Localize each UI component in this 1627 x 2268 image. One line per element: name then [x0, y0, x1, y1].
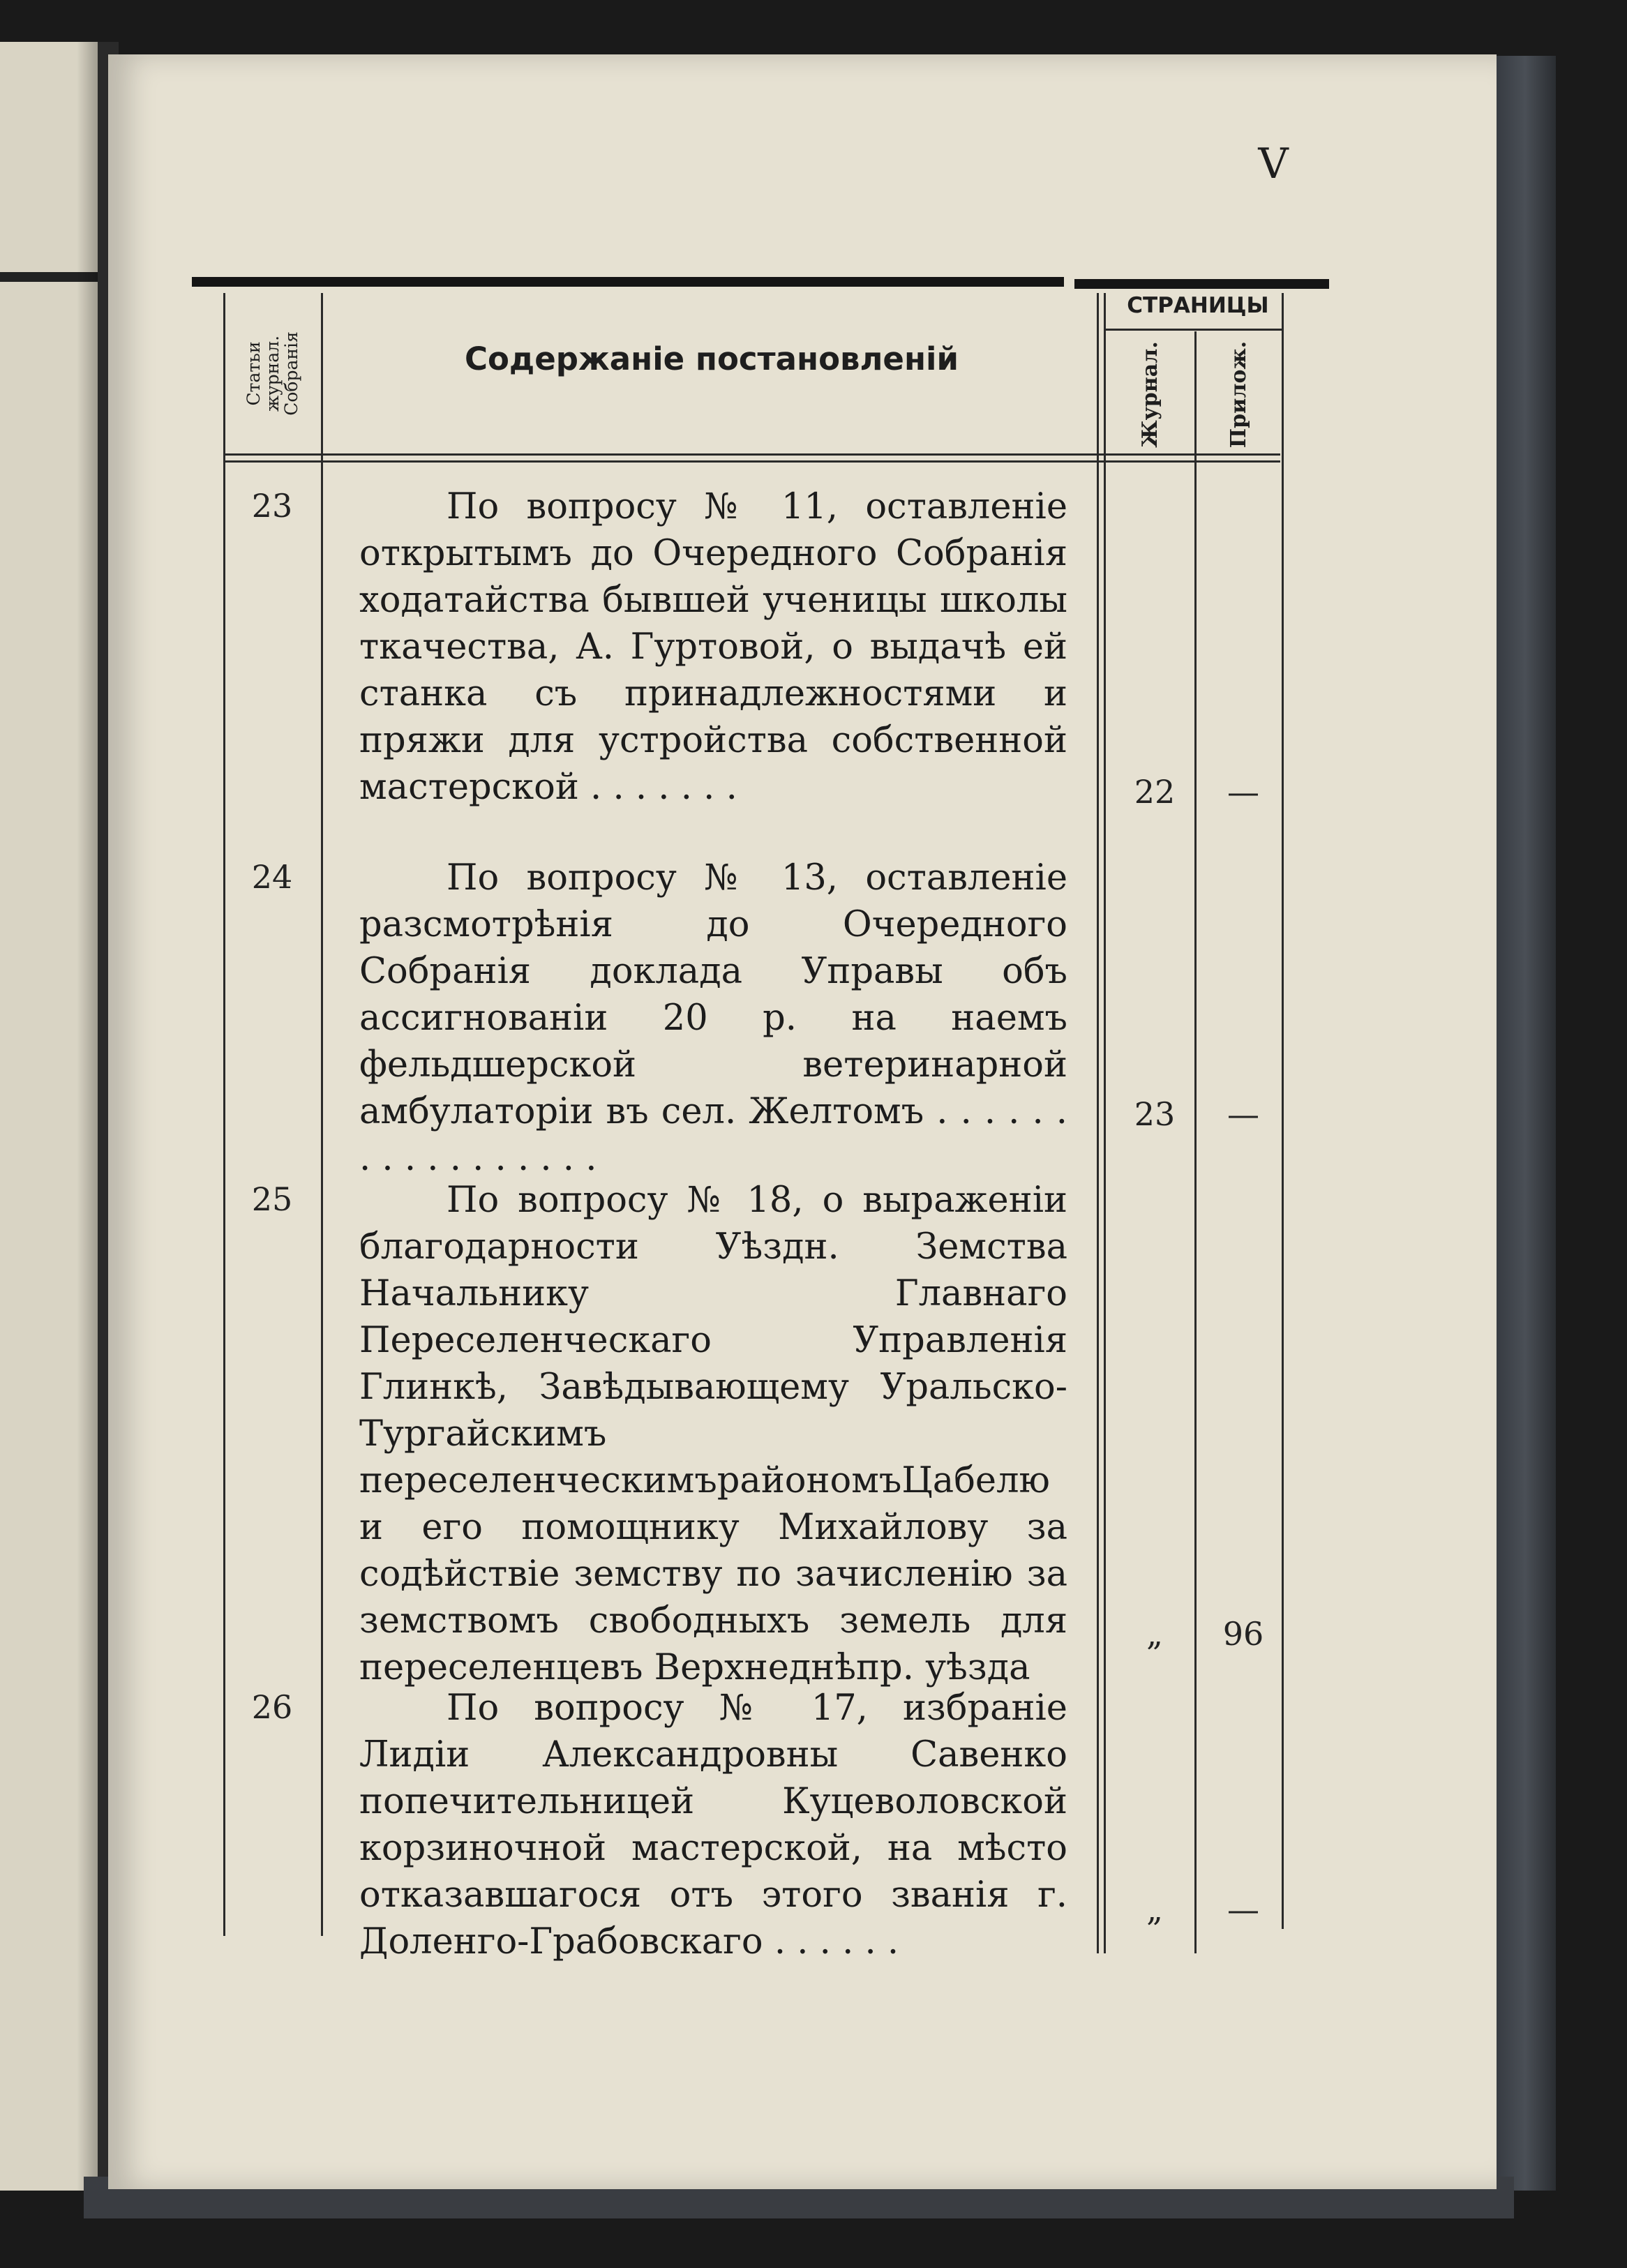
- row-number: 23: [251, 487, 293, 525]
- header-appendix-cell: [1197, 335, 1282, 453]
- header-contents-title: Содержаніе постановленій: [464, 340, 959, 377]
- row-journal-page: „: [1146, 1615, 1163, 1653]
- header-col1-line3: Собранія: [280, 331, 301, 416]
- col-rule-text-b: [1104, 293, 1106, 1953]
- header-bottom-rule-2: [223, 460, 1280, 463]
- row-text: По вопросу № 17, избраніе Лидіи Александровны Савенко попечительницей Куцеволовской корзиночной мастерской, на мѣсто отказавшагося отъ этого званія г. Доленго-Грабовскаго . . . . . .: [359, 1688, 1067, 1962]
- col-rule-journal: [1194, 331, 1197, 1953]
- row-text: По вопросу № 11, оставленіе открытымъ до Очередного Собранія ходатайства бывшей ученицы школы ткачества, А. Гуртовой, о выдачѣ ей станка съ принадлежностями и пряжи для устройства собственной мастерской . . . . . . .: [359, 486, 1067, 808]
- row-text: По вопросу № 13, оставленіе разсмотрѣнія до Очередного Собранія доклада Управы объ ассигнованіи 20 р. на наемъ фельдшерской ветеринарной амбулаторіи въ сел. Желтомъ . . . . . . . . . . . . . . . . .: [359, 857, 1067, 1179]
- row-journal-page: „: [1146, 1891, 1163, 1928]
- row-journal-page: 22: [1134, 773, 1176, 811]
- page-folio: V: [1258, 140, 1289, 188]
- col-rule-left: [223, 293, 225, 1936]
- row-number: 24: [251, 858, 293, 896]
- col-rule-num: [321, 293, 323, 1936]
- facing-page-edge: [0, 42, 105, 2191]
- header-col1-line2: журнал.: [262, 335, 283, 412]
- col-rule-text-a: [1097, 293, 1099, 1953]
- header-col1-line1: Статьи: [243, 341, 264, 405]
- row-text: По вопросу № 18, о выраженіи благодарности Уѣздн. Земства Начальнику Главнаго Переселенческаго Управленія Глинкѣ, Завѣдывающему Уральско-Тургайскимъ переселенческимърайономъЦабелю и его помощнику Михайлову за содѣйствіе земству по зачисленію за земствомъ свободныхъ земель для переселенцевъ Верхнеднѣпр. уѣзда: [359, 1180, 1067, 1688]
- top-rule-left: [192, 277, 1064, 287]
- header-bottom-rule: [223, 453, 1280, 456]
- row-appendix-page: 96: [1222, 1615, 1264, 1653]
- header-article-column: [223, 293, 321, 453]
- header-journal: Журнал.: [1138, 340, 1163, 448]
- row-appendix-page: —: [1227, 1095, 1259, 1133]
- top-rule-right: [1074, 279, 1329, 289]
- pages-subheader-rule: [1104, 329, 1282, 331]
- header-pages: СТРАНИЦЫ: [1127, 293, 1269, 318]
- header-appendix: Прилож.: [1227, 340, 1252, 448]
- row-journal-page: 23: [1134, 1095, 1176, 1133]
- row-appendix-page: —: [1227, 1891, 1259, 1928]
- row-number: 26: [251, 1688, 293, 1726]
- row-appendix-page: —: [1227, 773, 1259, 811]
- header-journal-cell: [1106, 335, 1194, 453]
- row-number: 25: [251, 1180, 293, 1218]
